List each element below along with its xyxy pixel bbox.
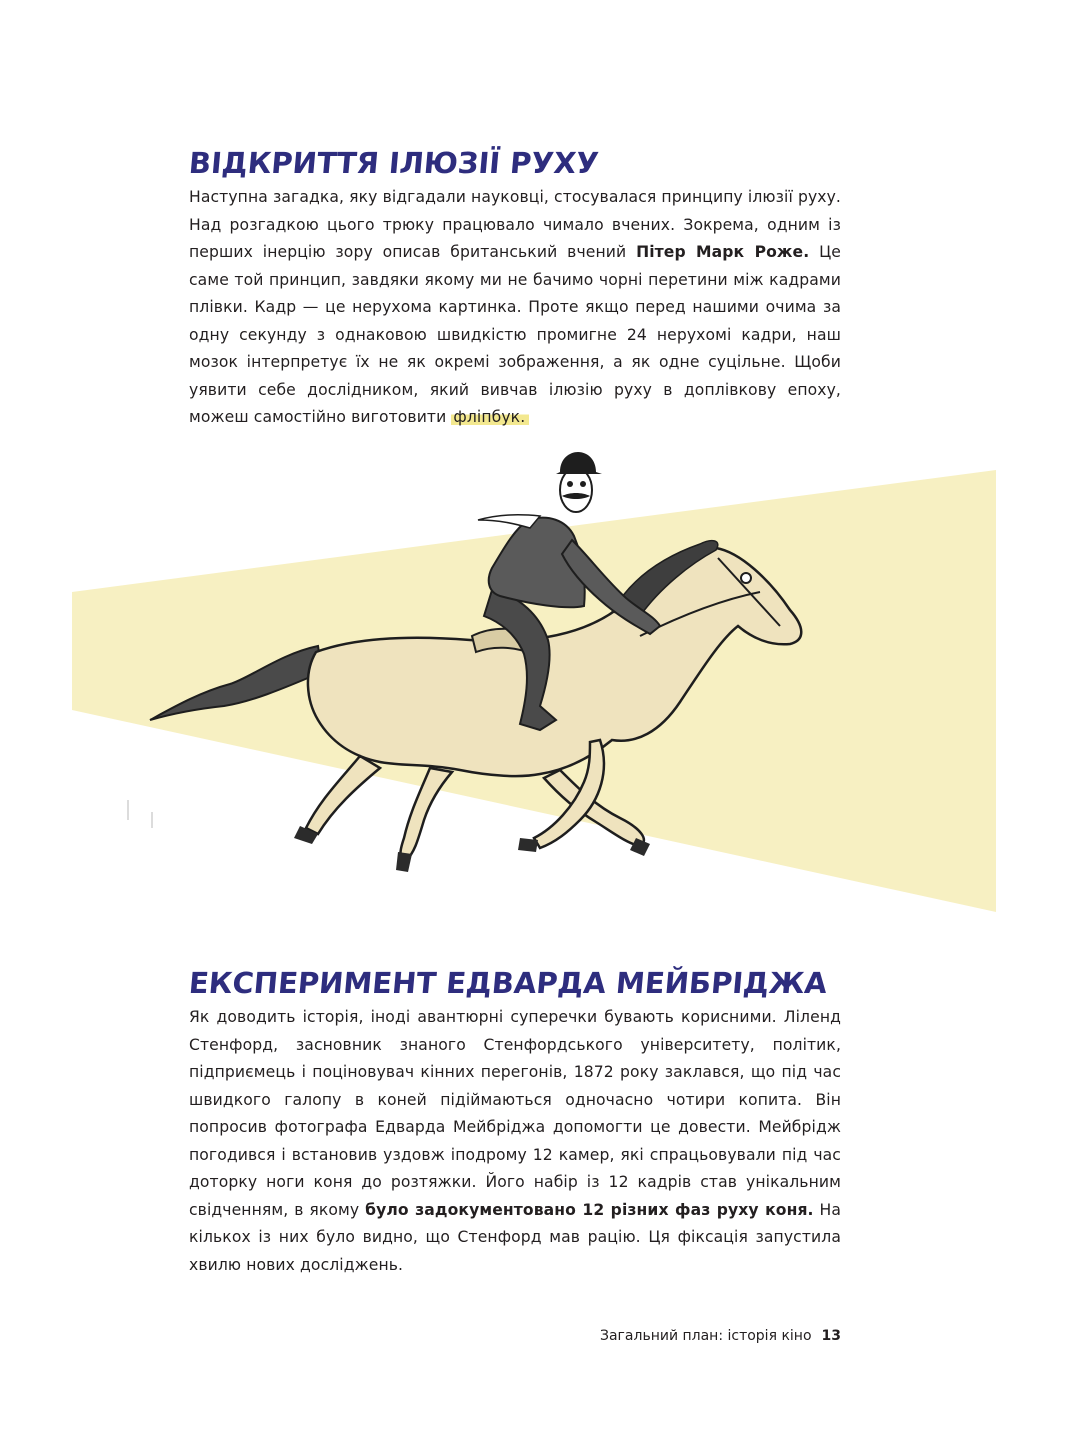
bold-phrase: було задокументовано 12 різних фаз руху коня. — [365, 1200, 814, 1219]
section-title: ВІДКРИТТЯ ІЛЮЗІЇ РУХУ — [187, 146, 600, 180]
bold-name-roget: Пітер Марк Роже. — [636, 243, 810, 261]
section-muybridge-experiment — [189, 966, 841, 1279]
section-title: ЕКСПЕРИМЕНТ ЕДВАРДА МЕЙБРІДЖА — [187, 966, 829, 1000]
rider-eye — [567, 481, 573, 487]
rider-head — [560, 468, 592, 512]
sketch-marks — [128, 800, 152, 828]
horse-hooves — [294, 826, 650, 872]
bowler-hat — [556, 452, 602, 474]
horse-rider-illustration — [0, 440, 1080, 920]
rider-eye — [580, 481, 586, 487]
section-paragraph — [189, 1004, 841, 1279]
horse-eye — [741, 573, 751, 583]
paragraph-text: Як доводить історія, іноді авантюрні суперечки бувають корисними. Ліленд Стенфорд, засновник знаного Стенфордського університету, політик, підприємець і поціновувач кінних перегонів, 1872 року заклався, що під час швидкого галопу в коней підіймаються одночасно чотири копита. Він попросив фотографа Едварда Мейбріджа допомогти це довести. Мейбрідж погодився і встановив уздовж іподрому 12 камер, які спрацьовували під час доторку ноги коня до розтяжки. Його набір із 12 кадрів став унікальним свідченням, в якому — [189, 1008, 841, 1219]
page-number: 13 — [821, 1328, 841, 1344]
paragraph-text: Це саме той принцип, завдяки якому ми не бачимо чорні перетини між кадрами плівки. Кадр — це нерухома картинка. Проте якщо перед нашими очима за одну секунду з однаковою швидкістю промигне 24 нерухомі кадри, наш мозок інтерпретує їх не як окремі зображення, а як одне суцільне. Щоби уявити себе дослідником, який вивчав ілюзію руху в доплівкову епоху, можеш самостійно виготовити — [189, 243, 841, 426]
highlighted-term-flipbook: фліпбук. — [451, 408, 529, 426]
section-illusion-of-motion — [189, 146, 841, 432]
section-paragraph — [189, 184, 841, 432]
rider-scarf — [478, 515, 540, 528]
page-footer — [600, 1328, 841, 1344]
footer-chapter: Загальний план: історія кіно — [600, 1328, 812, 1344]
paragraph-text: На кількох із них було видно, що Стенфорд мав рацію. Ця фіксація запустила хвилю нових досліджень. — [189, 1200, 841, 1274]
paragraph-text: Наступна загадка, яку відгадали науковці, стосувалася принципу ілюзії руху. Над розгадкою цього трюку працювало чимало вчених. Зокрема, одним із перших інерцію зору описав британський вчений — [189, 188, 841, 261]
